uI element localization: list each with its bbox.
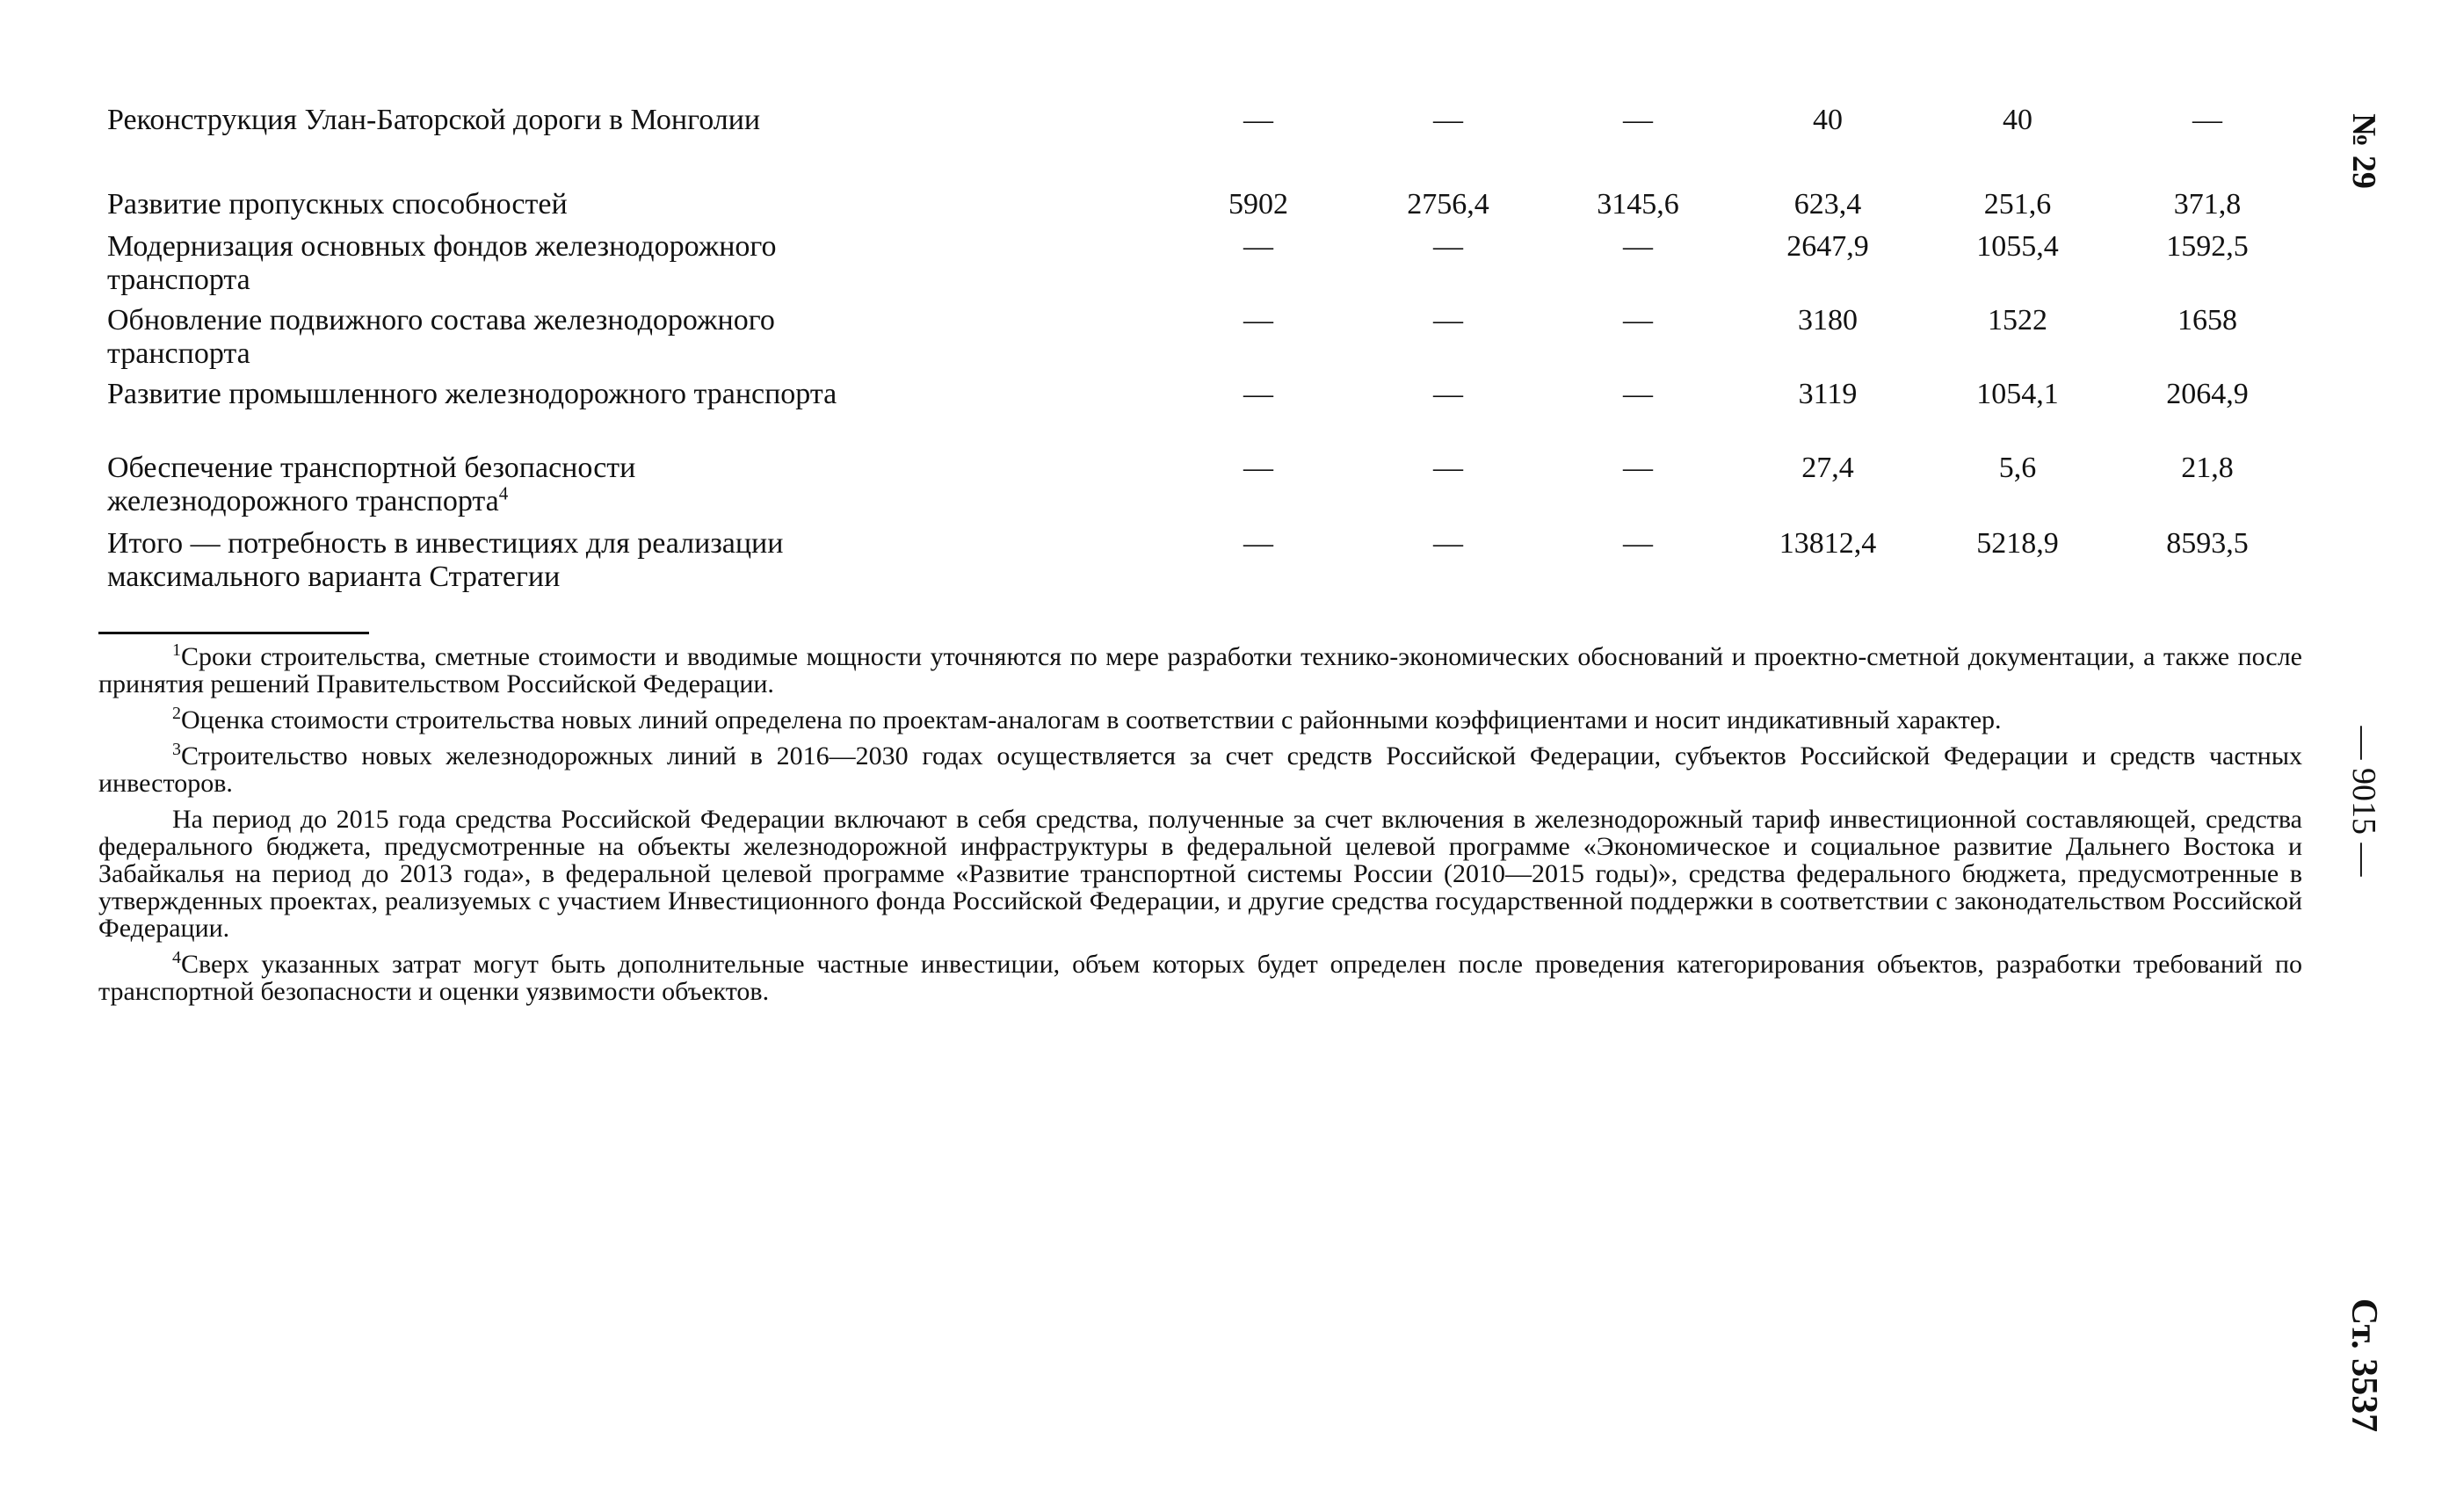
table-cell: 1592,5 bbox=[2166, 230, 2249, 263]
row-label: Развитие промышленного железнодорожного транспорта bbox=[107, 378, 837, 410]
table-cell: 40 bbox=[2003, 104, 2032, 136]
table-cell: — bbox=[1433, 527, 1463, 560]
table-cell: — bbox=[1243, 230, 1273, 263]
table-cell: 1522 bbox=[1988, 304, 2047, 336]
footnote-text: Строительство новых железнодорожных линий в 2016—2030 годах осуществляется за счет средств Российской Федерации, субъектов Российской Федерации и средств частных инвесторов. bbox=[98, 742, 2302, 798]
table-cell: 2647,9 bbox=[1786, 230, 1869, 263]
table-cell: 1658 bbox=[2177, 304, 2237, 336]
table-cell: 623,4 bbox=[1793, 188, 1862, 221]
table-cell: — bbox=[1243, 527, 1273, 560]
table-cell: 1054,1 bbox=[1976, 378, 2059, 410]
table-cell: — bbox=[1243, 104, 1273, 136]
row-label: Модернизация основных фондов железнодорожного транспорта bbox=[107, 230, 777, 296]
footnote-number: 2 bbox=[172, 704, 181, 723]
table-cell: — bbox=[1243, 452, 1273, 484]
footnote-number: 1 bbox=[172, 640, 181, 660]
footnote-paragraph bbox=[98, 806, 2302, 942]
article-number: Ст. 3537 bbox=[2344, 1298, 2384, 1433]
table-cell: — bbox=[1623, 304, 1653, 336]
table-cell: 13812,4 bbox=[1779, 527, 1877, 560]
page-number: — 9015 — bbox=[2345, 726, 2382, 877]
footnote bbox=[98, 742, 2302, 797]
table-cell: — bbox=[1433, 378, 1463, 410]
table-cell: 5902 bbox=[1228, 188, 1288, 221]
footnote-text: Сверх указанных затрат могут быть дополнительные частные инвестиции, объем которых будет определен после проведения категорирования объектов, разработки требований по транспортной безопасности и оценки уязвимости объектов. bbox=[98, 950, 2302, 1006]
row-label: Обеспечение транспортной безопасности железнодорожного транспорта$^4$ bbox=[107, 452, 636, 517]
footnote bbox=[98, 640, 2302, 698]
footnote-number: 3 bbox=[172, 740, 181, 759]
row-label: Развитие пропускных способностей bbox=[107, 188, 568, 221]
footnotes bbox=[98, 640, 2302, 1014]
table-cell: 3119 bbox=[1798, 378, 1858, 410]
table-cell: — bbox=[1623, 104, 1653, 136]
table-cell: 3180 bbox=[1798, 304, 1858, 336]
table-cell: — bbox=[1623, 230, 1653, 263]
row-label: Обновление подвижного состава железнодорожного транспорта bbox=[107, 304, 775, 370]
table-cell: 251,6 bbox=[1983, 188, 2052, 221]
issue-number: № 29 bbox=[2345, 113, 2382, 189]
table-cell: — bbox=[1433, 230, 1463, 263]
table-cell: 27,4 bbox=[1801, 452, 1854, 484]
footnote bbox=[98, 706, 2302, 734]
footnote-text: На период до 2015 года средства Российской Федерации включают в себя средства, полученные за счет включения в железнодорожный тариф инвестиционной составляющей, средства федерального бюджета, предусмотренные на объекты железнодорожной инфраструктуры в федеральной целевой программе «Экономическое и социальное развитие Дальнего Востока и Забайкалья на период до 2013 года», в федеральной целевой программе «Развитие транспортной системы России (2010—2015 годы)», средства федерального бюджета, предусмотренные в утвержденных проектах, реализуемых с участием Инвестиционного фонда Российской Федерации, и другие средства государственной поддержки в соответствии с законодательством Российской Федерации. bbox=[98, 805, 2302, 943]
footnote-marker: 4 bbox=[498, 482, 509, 504]
table-cell: — bbox=[2192, 104, 2222, 136]
footnote bbox=[98, 948, 2302, 1006]
table-cell: 2064,9 bbox=[2166, 378, 2249, 410]
table-cell: 5218,9 bbox=[1976, 527, 2059, 560]
table-cell: 8593,5 bbox=[2166, 527, 2249, 560]
table-cell: 1055,4 bbox=[1976, 230, 2059, 263]
footnote-number: 4 bbox=[172, 948, 181, 967]
row-label: Итого — потребность в инвестициях для реализации максимального варианта Стратегии bbox=[107, 527, 784, 593]
footnote-text: Оценка стоимости строительства новых линий определена по проектам-аналогам в соответствии с районными коэффициентами и носит индикативный характер. bbox=[181, 705, 2002, 734]
table-cell: 3145,6 bbox=[1597, 188, 1679, 221]
table-cell: 2756,4 bbox=[1407, 188, 1489, 221]
row-label: Реконструкция Улан-Баторской дороги в Монголии bbox=[107, 104, 761, 136]
table-cell: — bbox=[1433, 104, 1463, 136]
table-cell: — bbox=[1623, 378, 1653, 410]
table-cell: 5,6 bbox=[1998, 452, 2037, 484]
footnote-separator bbox=[98, 632, 369, 634]
table-cell: — bbox=[1623, 527, 1653, 560]
table-cell: — bbox=[1433, 452, 1463, 484]
table-cell: — bbox=[1243, 304, 1273, 336]
table-cell: — bbox=[1243, 378, 1273, 410]
footnote-text: Сроки строительства, сметные стоимости и вводимые мощности уточняются по мере разработки технико-экономических обоснований и проектно-сметной документации, а также после принятия решений Правительством Российской Федерации. bbox=[98, 642, 2302, 698]
table-cell: 21,8 bbox=[2181, 452, 2234, 484]
table-cell: — bbox=[1433, 304, 1463, 336]
table-cell: 371,8 bbox=[2173, 188, 2242, 221]
table-cell: 40 bbox=[1813, 104, 1843, 136]
table-cell: — bbox=[1623, 452, 1653, 484]
